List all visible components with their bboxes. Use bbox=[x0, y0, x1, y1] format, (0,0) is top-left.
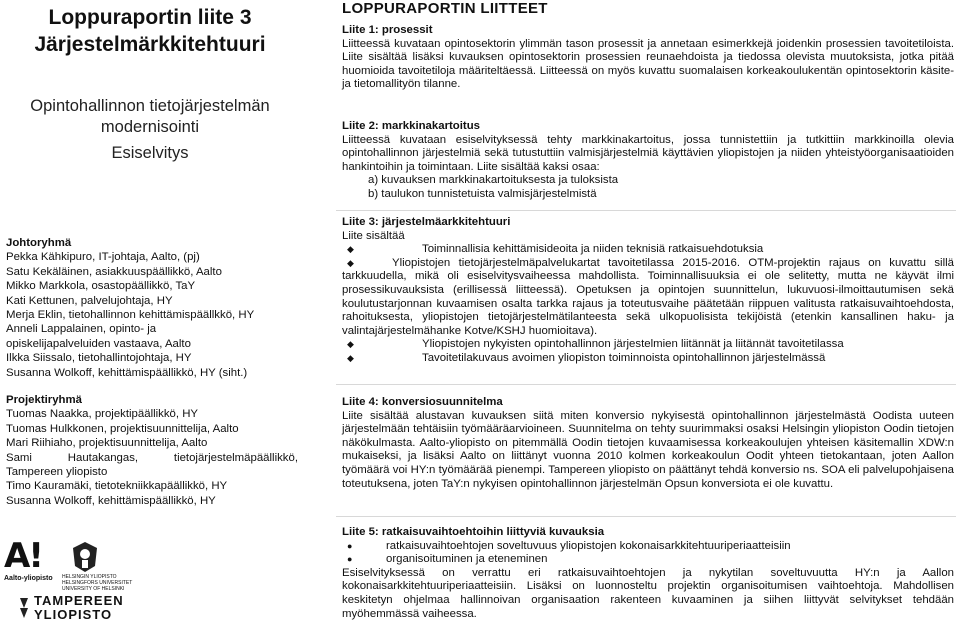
appendix-1-text: Liitteessä kuvataan opintosektorin ylimmän tason prosessit ja annetaan esimerkkejä joidenkin prosessien tavoitetiloista. Liite sisältää lisäksi kuvauksen opintosektorin prosessien reunaehdoista ja tiedossa olevista muutoksista, jotka pitää huomioida tavoitetiloja määriteltäessä. Liitteessä on myös kuvattu suomalaisen korkeakoulukentän opintosektorin käsite- ja tietomallityön tilanne. bbox=[342, 37, 954, 91]
project-member: Tuomas Naakka, projektipäällikkö, HY bbox=[6, 408, 199, 421]
bullet-icon: ◆ bbox=[347, 257, 354, 268]
steering-member: Ilkka Siissalo, tietohallintojohtaja, HY bbox=[6, 352, 192, 365]
steering-member: Susanna Wolkoff, kehittämispäällikkö, HY (siht.) bbox=[6, 366, 248, 379]
appendix-5-text: Esiselvityksessä on verrattu eri ratkaisuvaihtoehtojen ja nykytilan soveltuvuutta HY:n ja Aallon kokonaisarkkitehtuuriperiaatteisiin. Lisäksi on luonnosteltu projektin organisoitumisen vaihtoehtoja. Mahdollisen keskitetyn ohjelmaa hallinnoivan organisaation rakenteen kuvaaminen ja siihen liittyvät selvitykset tehdään myöhemmässä vaiheessa. bbox=[342, 566, 954, 620]
steering-member: Pekka Kähkipuro, IT-johtaja, Aalto, (pj) bbox=[6, 251, 200, 264]
tampere-logo: TAMPEREEN YLIOPISTO bbox=[18, 594, 178, 622]
appendix-2-item: a) kuvauksen markkinakartoituksesta ja tuloksista bbox=[368, 174, 619, 187]
appendix-1-heading: Liite 1: prosessit bbox=[342, 24, 433, 36]
bullet-icon: ◆ bbox=[347, 339, 354, 350]
steering-member: Satu Kekäläinen, asiakkuuspäällikkö, Aalto bbox=[6, 265, 222, 278]
helsinki-seal-icon bbox=[70, 540, 100, 574]
appendix-3-intro: Liite sisältää bbox=[342, 229, 405, 242]
steering-member: Anneli Lappalainen, opinto- ja bbox=[6, 323, 157, 336]
project-member: Timo Kauramäki, tietotekniikkapäällikkö, HY bbox=[6, 480, 228, 493]
appendix-panel bbox=[336, 0, 956, 625]
report-subtitle-line1: Opintohallinnon tietojärjestelmän bbox=[30, 97, 270, 115]
appendix-3-bullet: ◆ Yliopistojen nykyisten opintohallinnon järjestelmien liitännät ja liitännät tavoitetilassa bbox=[342, 338, 954, 352]
steering-member: opiskelijapalveluiden vastaava, Aalto bbox=[6, 337, 191, 350]
report-subtitle-esiselvitys: Esiselvitys bbox=[111, 144, 189, 162]
report-subtitle bbox=[0, 96, 300, 138]
project-member: Susanna Wolkoff, kehittämispäällikkö, HY bbox=[6, 494, 216, 507]
appendix-4-heading: Liite 4: konversiosuunnitelma bbox=[342, 396, 503, 408]
steering-group bbox=[6, 236, 298, 380]
appendix-3-bullet: ◆ Toiminnallisia kehittämisideoita ja niiden teknisiä ratkaisuehdotuksia bbox=[342, 243, 954, 257]
appendix-3-heading: Liite 3: järjestelmäarkkitehtuuri bbox=[342, 216, 511, 228]
report-title-line1: Loppuraportin liite 3 bbox=[48, 6, 252, 29]
appendix-5-bullet: ● organisoituminen ja eteneminen bbox=[342, 553, 954, 567]
project-member: Tuomas Hulkkonen, projektisuunnittelija, Aalto bbox=[6, 422, 239, 435]
appendix-3-bullet: ◆ Yliopistojen tietojärjestelmäpalvelukartat tavoitetilassa 2015-2016. OTM-projektin rajaus on kuvattu sillä tarkkuudella, mikä oli esiselvitysvaiheessa mahdollista. Toiminnallisuuksia ei ole selitetty, mutta ne käyvät ilmi prosessikuvauksista (erillisessä liitteessä). Opetuksen ja opintojen suunnittelun, lukuvuosi-ilmoittautumisen sekä koulutustarjonnan kuvaamisen osalta tarkka rajaus ja toteutusvaihe päätetään riippuen valitusta ratkaisuvaihtoehdosta, rahoituksesta, yliopistojen tietojärjestelmätilanteesta sekä ulkopuolisista tekijöistä (etenkin kansallinen haku- ja valintajärjestelmähanke Kotve/KSHJ huomioitava). bbox=[342, 256, 954, 337]
report-title-line2: Järjestelmärkkitehtuuri bbox=[34, 33, 266, 56]
appendix-4 bbox=[342, 396, 954, 491]
appendix-2-heading: Liite 2: markkinakartoitus bbox=[342, 120, 481, 132]
appendix-3 bbox=[342, 216, 954, 366]
project-member: Tampereen yliopisto bbox=[6, 466, 108, 479]
appendix-2-item: b) taulukon tunnistetuista valmisjärjestelmistä bbox=[368, 187, 597, 200]
appendix-1 bbox=[342, 24, 954, 92]
report-title bbox=[0, 4, 300, 58]
appendix-2 bbox=[342, 120, 954, 202]
appendix-5 bbox=[342, 526, 954, 621]
bullet-icon: ◆ bbox=[347, 352, 354, 363]
appendix-5-bullet: ● ratkaisuvaihtoehtojen soveltuvuus yliopistojen kokonaisarkkitehtuuriperiaatteisiin bbox=[342, 540, 954, 554]
steering-member: Kati Kettunen, palvelujohtaja, HY bbox=[6, 294, 173, 307]
project-group bbox=[6, 393, 298, 508]
appendix-2-text: Liitteessä kuvataan esiselvityksessä tehty markkinakartoitus, jossa tunnistettiin ja tutkittiin markkinoilla olevia opintohallinnon järjestelmiä sekä tutustuttiin valmisjärjestelmiä käyttävien yliopistojen ja niiden yhteistyöorganisaatioiden hankintoihin ja toimintaan. Liite sisältää kaksi osaa: bbox=[342, 133, 954, 173]
steering-member: Mikko Markkola, osastopäällikkö, TaY bbox=[6, 280, 196, 293]
helsinki-logo: HELSINGIN YLIOPISTO HELSINGFORS UNIVERSITET UNIVERSITY OF HELSINKI bbox=[62, 540, 182, 580]
university-logos bbox=[4, 538, 184, 622]
bullet-icon: ◆ bbox=[347, 244, 354, 255]
appendix-3-bullet: ◆ Tavoitetilakuvaus avoimen yliopiston toiminnoista opintohallinnon järjestelmässä bbox=[342, 352, 954, 366]
steering-group-heading: Johtoryhmä bbox=[6, 237, 72, 249]
appendix-5-heading: Liite 5: ratkaisuvaihtoehtoihin liittyviä kuvauksia bbox=[342, 526, 605, 538]
cover-panel bbox=[0, 0, 300, 625]
project-member: Mari Riihiaho, projektisuunnittelija, Aalto bbox=[6, 437, 208, 450]
project-group-heading: Projektiryhmä bbox=[6, 394, 82, 406]
report-subtitle-line2: modernisointi bbox=[100, 118, 200, 136]
appendices-heading: LOPPURAPORTIN LIITTEET bbox=[342, 0, 548, 17]
bullet-icon: ● bbox=[347, 554, 353, 565]
project-member: Sami Hautakangas, tietojärjestelmäpäällikkö, bbox=[6, 451, 298, 464]
tampere-mark-icon bbox=[18, 596, 30, 620]
bullet-icon: ● bbox=[347, 540, 353, 551]
aalto-logo: A! Aalto-yliopisto bbox=[4, 536, 53, 582]
steering-member: Merja Eklin, tietohallinnon kehittämispäällkkö, HY bbox=[6, 309, 255, 322]
appendix-4-text: Liite sisältää alustavan kuvauksen siitä miten konversio nykyisestä opintohallinnon järjestelmästä Oodista uuteen järjestelmään tehtäisiin työmääräarvioineen. Suunnitelma on tehty suurimmaksi osaksi Helsingin yliopiston Oodin tietojen näkökulmasta. Aalto-yliopisto on pitemmällä Oodin tietojen kuvaamisessa korkeakoulujen yhteisen käsitemallin XDW:n mukaiseksi, ja lisäksi Aalto on liittänyt vuonna 2010 kolmen korkeakoulun Oodit yhteen tietokantaan, joten Aallon työmäärä voi HY:n työmäärää pienempi. Tampereen yliopisto on päättänyt tehdä konversio ns. SOA eli palvelupohjaisena toteutuksena, joten TaY:n nykyisen opintohallinnon järjestelmän Opsun konversiota ei ole kuvattu. bbox=[342, 409, 954, 490]
